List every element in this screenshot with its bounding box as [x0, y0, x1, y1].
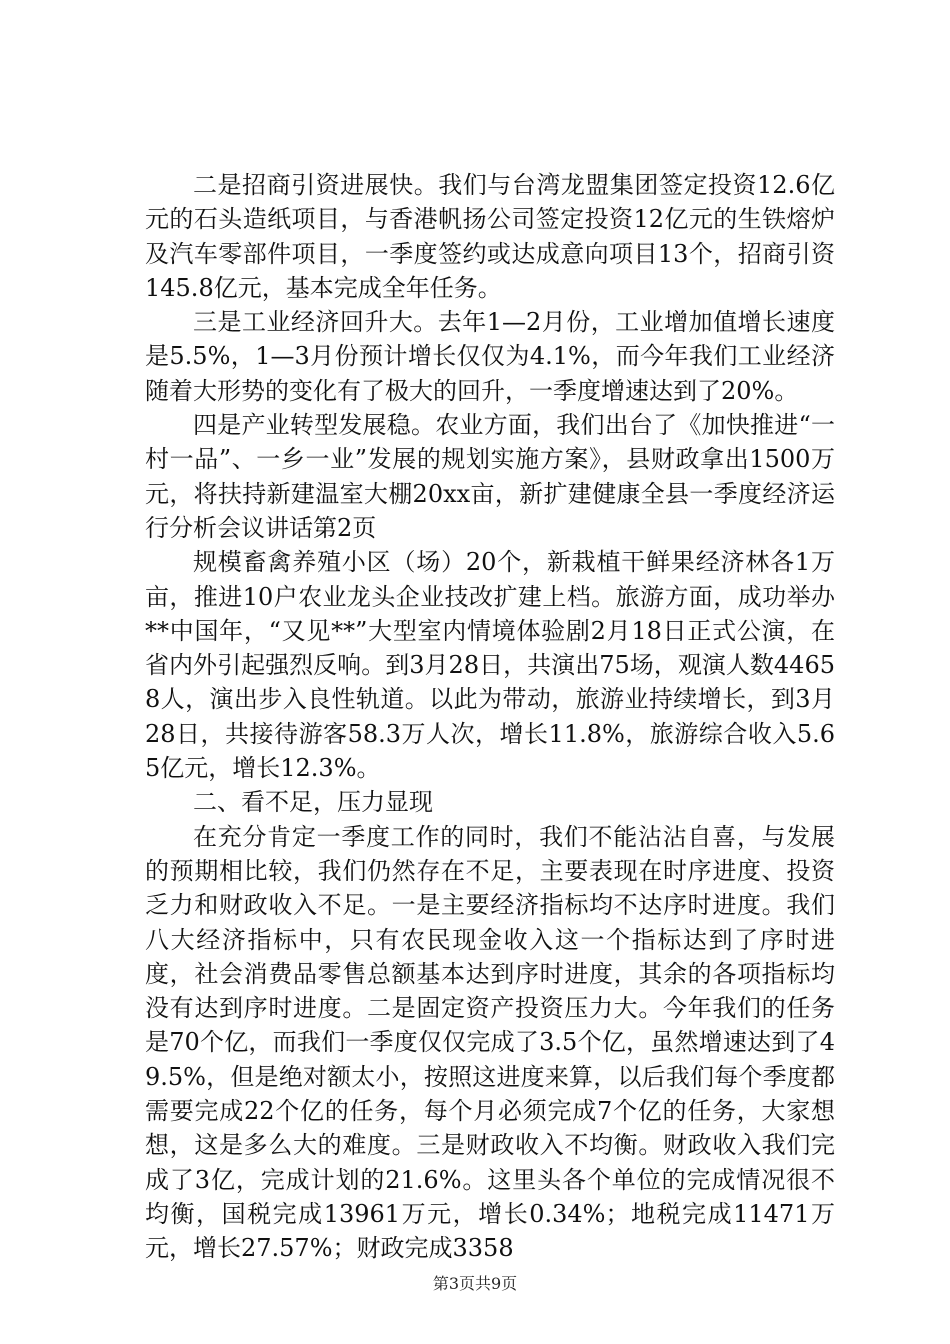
page-footer	[0, 1274, 950, 1294]
page-number: 第3页	[432, 1274, 475, 1293]
paragraph-investment: 二是招商引资进展快。我们与台湾龙盟集团签定投资12.6亿元的石头造纸项目，与香港帆扬公司签定投资12亿元的生铁熔炉及汽车零部件项目，一季度签约或达成意向项目13个，招商引资145.8亿元，基本完成全年任务。	[145, 171, 835, 302]
paragraph-industry: 三是工业经济回升大。去年1—2月份，工业增加值增长速度是5.5%，1—3月份预计增长仅仅为4.1%，而今年我们工业经济随着大形势的变化有了极大的回升，一季度增速达到了20%。	[145, 308, 835, 405]
paragraph-transformation: 四是产业转型发展稳。农业方面，我们出台了《加快推进“一村一品”、一乡一业”发展的规划实施方案》，县财政拿出1500万元，将扶持新建温室大棚20xx亩，新扩建健康全县一季度经济运行分析会议讲话第2页	[145, 411, 835, 542]
paragraph-agriculture-tourism: 规模畜禽养殖小区（场）20个，新栽植干鲜果经济林各1万亩，推进10户农业龙头企业技改扩建上档。旅游方面，成功举办**中国年，“又见**”大型室内情境体验剧2月18日正式公演，在省内外引起强烈反响。到3月28日，共演出75场，观演人数44658人，演出步入良性轨道。以此为带动，旅游业持续增长，到3月28日，共接待游客58.3万人次，增长11.8%，旅游综合收入5.65亿元，增长12.3%。	[145, 548, 835, 783]
section-heading-shortfalls: 二、看不足，压力显现	[193, 788, 433, 817]
document-body	[145, 168, 835, 1266]
page-total: 共9页	[475, 1274, 518, 1293]
paragraph-shortfalls: 在充分肯定一季度工作的同时，我们不能沾沾自喜，与发展的预期相比较，我们仍然存在不足，主要表现在时序进度、投资乏力和财政收入不足。一是主要经济指标均不达序时进度。我们八大经济指标中，只有农民现金收入这一个指标达到了序时进度，社会消费品零售总额基本达到序时进度，其余的各项指标均没有达到序时进度。二是固定资产投资压力大。今年我们的任务是70个亿，而我们一季度仅仅完成了3.5个亿，虽然增速达到了49.5%，但是绝对额太小，按照这进度来算，以后我们每个季度都需要完成22个亿的任务，每个月必须完成7个亿的任务，大家想想，这是多么大的难度。三是财政收入不均衡。财政收入我们完成了3亿，完成计划的21.6%。这里头各个单位的完成情况很不均衡，国税完成13961万元，增长0.34%；地税完成11471万元，增长27.57%；财政完成3358	[145, 822, 835, 1263]
